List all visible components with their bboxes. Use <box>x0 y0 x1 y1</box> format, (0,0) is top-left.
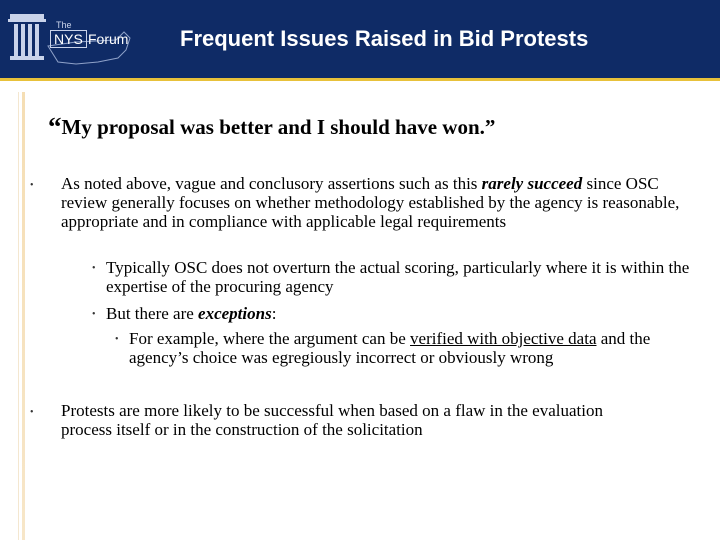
sub-bullet-1a: Typically OSC does not overturn the actual scoring, particularly where it is within the expertise of the procuring agency <box>106 258 690 296</box>
logo-text-nys: NYS <box>50 30 87 48</box>
slide-title: Frequent Issues Raised in Bid Protests <box>180 26 589 51</box>
sub-bullet-dot: • <box>92 263 96 274</box>
bullet-dot: • <box>30 180 34 191</box>
sub-sub-bullet-pre: For example, where the argument can be <box>129 329 411 348</box>
sub-bullet-1b-emphasis: exceptions <box>198 304 272 323</box>
sub-sub-bullet-underlined: verified with objective data <box>410 329 597 348</box>
bullet-1-pre: As noted above, vague and conclusory assertions such as this <box>61 174 482 193</box>
sub-sub-bullet-dot: • <box>115 334 119 345</box>
bullet-2: Protests are more likely to be successful when based on a flaw in the evaluation process itself or in the construction of the solicitation <box>61 401 603 439</box>
bullet-dot: • <box>30 407 34 418</box>
quote-text: My proposal was better and I should have won.” <box>61 115 496 139</box>
logo-text-the: The <box>56 20 72 30</box>
logo-text-forum: Forum <box>88 31 129 47</box>
sub-bullet-1b <box>106 304 696 323</box>
left-decorative-line-faint <box>18 92 19 540</box>
bullet-1-post: since OSC review generally focuses on whether methodology established by the agency is reasonable, appropriate and in compliance with applicable legal requirements <box>61 174 680 231</box>
bullet-1 <box>61 174 691 231</box>
sub-bullet-1b-post: : <box>271 304 277 323</box>
sub-bullet-1b-pre: But there are <box>106 304 199 323</box>
quote-heading <box>48 110 495 141</box>
header-rule <box>0 78 720 81</box>
bullet-1-emphasis: rarely succeed <box>481 174 583 193</box>
sub-sub-bullet-1b1 <box>129 329 699 367</box>
quote-open-mark: “ <box>48 112 62 142</box>
left-decorative-line <box>22 92 25 540</box>
slide-header <box>0 0 720 78</box>
sub-sub-bullet-post: and the agency’s choice was egregiously incorrect or obviously wrong <box>129 329 651 367</box>
sub-bullet-dot: • <box>92 309 96 320</box>
